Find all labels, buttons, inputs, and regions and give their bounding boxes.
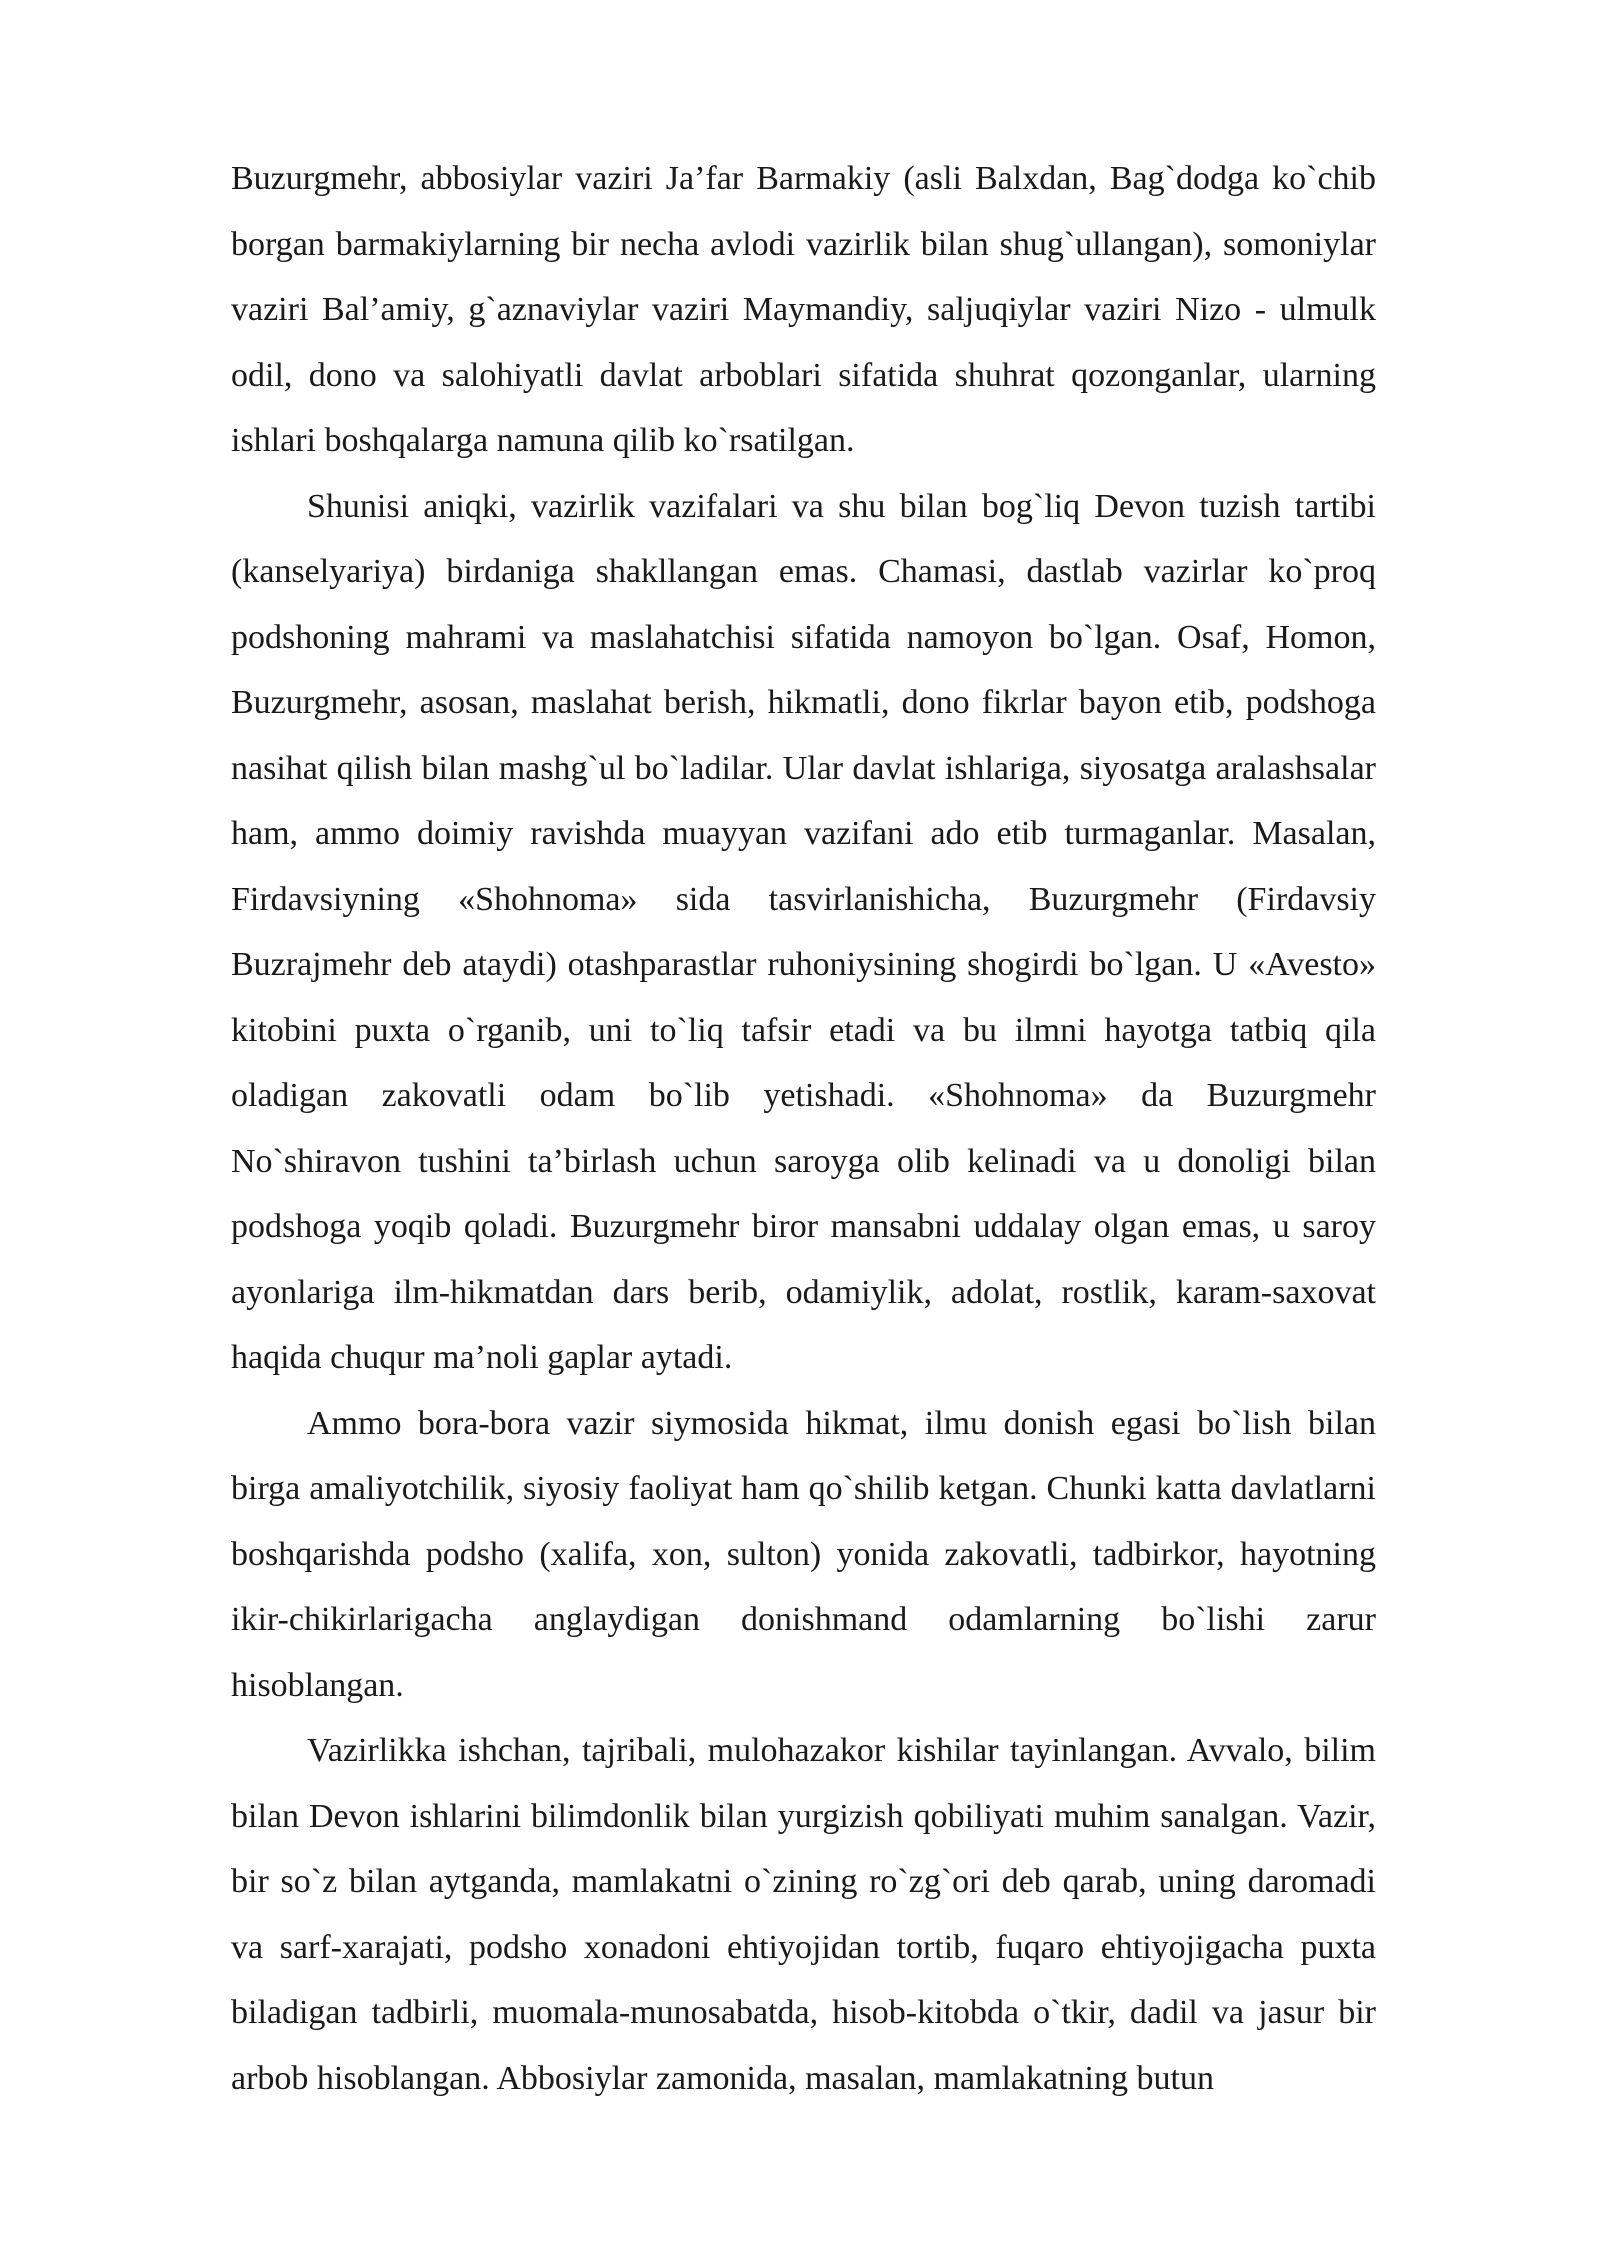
document-body (231, 146, 1376, 2111)
paragraph-vizier-duties: Shunisi aniqki, vazirlik vazifalari va shu bilan bog`liq Devon tuzish tartibi (kanselyariya) birdaniga shakllangan emas. Chamasi, dastlab vazirlar ko`proq podshoning mahrami va maslahatchisi sifatida namoyon bo`lgan. Osaf, Homon, Buzurgmehr, asosan, maslahat berish, hikmatli, dono fikrlar bayon etib, podshoga nasihat qilish bilan mashg`ul bo`ladilar. Ular davlat ishlariga, siyosatga aralashsalar ham, ammo doimiy ravishda muayyan vazifani ado etib turmaganlar. Masalan, Firdavsiyning «Shohnoma» sida tasvirlanishicha, Buzurgmehr (Firdavsiy Buzrajmehr deb ataydi) otashparastlar ruhoniysining shogirdi bo`lgan. U «Avesto» kitobini puxta o`rganib, uni to`liq tafsir etadi va bu ilmni hayotga tatbiq qila oladigan zakovatli odam bo`lib yetishadi. «Shohnoma» da Buzurgmehr No`shiravon tushini ta’birlash uchun saroyga olib kelinadi va u donoligi bilan podshoga yoqib qoladi. Buzurgmehr biror mansabni uddalay olgan emas, u saroy ayonlariga ilm-hikmatdan dars berib, odamiylik, adolat, rostlik, karam-saxovat haqida chuqur ma’noli gaplar aytadi. (231, 487, 1376, 1376)
paragraph-practical-politics: Ammo bora-bora vazir siymosida hikmat, ilmu donish egasi bo`lish bilan birga amaliyotchilik, siyosiy faoliyat ham qo`shilib ketgan. Chunki katta davlatlarni boshqarishda podsho (xalifa, xon, sulton) yonida zakovatli, tadbirkor, hayotning ikir-chikirlarigacha anglaydigan donishmand odamlarning bo`lishi zarur hisoblangan. (231, 1404, 1376, 1704)
paragraph-vizier-qualities: Vazirlikka ishchan, tajribali, mulohazakor kishilar tayinlangan. Avvalo, bilim bilan Devon ishlarini bilimdonlik bilan yurgizish qobiliyati muhim sanalgan. Vazir, bir so`z bilan aytganda, mamlakatni o`zining ro`zg`ori deb qarab, uning daromadi va sarf-xarajati, podsho xonadoni ehtiyojidan tortib, fuqaro ehtiyojigacha puxta biladigan tadbirli, muomala-munosabatda, hisob-kitobda o`tkir, dadil va jasur bir arbob hisoblangan. Abbosiylar zamonida, masalan, mamlakatning butun (231, 1732, 1376, 2097)
paragraph-continued: Buzurgmehr, abbosiylar vaziri Ja’far Barmakiy (asli Balxdan, Bag`dodga ko`chib borgan barmakiylarning bir necha avlodi vazirlik bilan shug`ullangan), somoniylar vaziri Bal’amiy, g`aznaviylar vaziri Maymandiy, saljuqiylar vaziri Nizo - ulmulk odil, dono va salohiyatli davlat arboblari sifatida shuhrat qozonganlar, ularning ishlari boshqalarga namuna qilib ko`rsatilgan. (231, 160, 1376, 459)
